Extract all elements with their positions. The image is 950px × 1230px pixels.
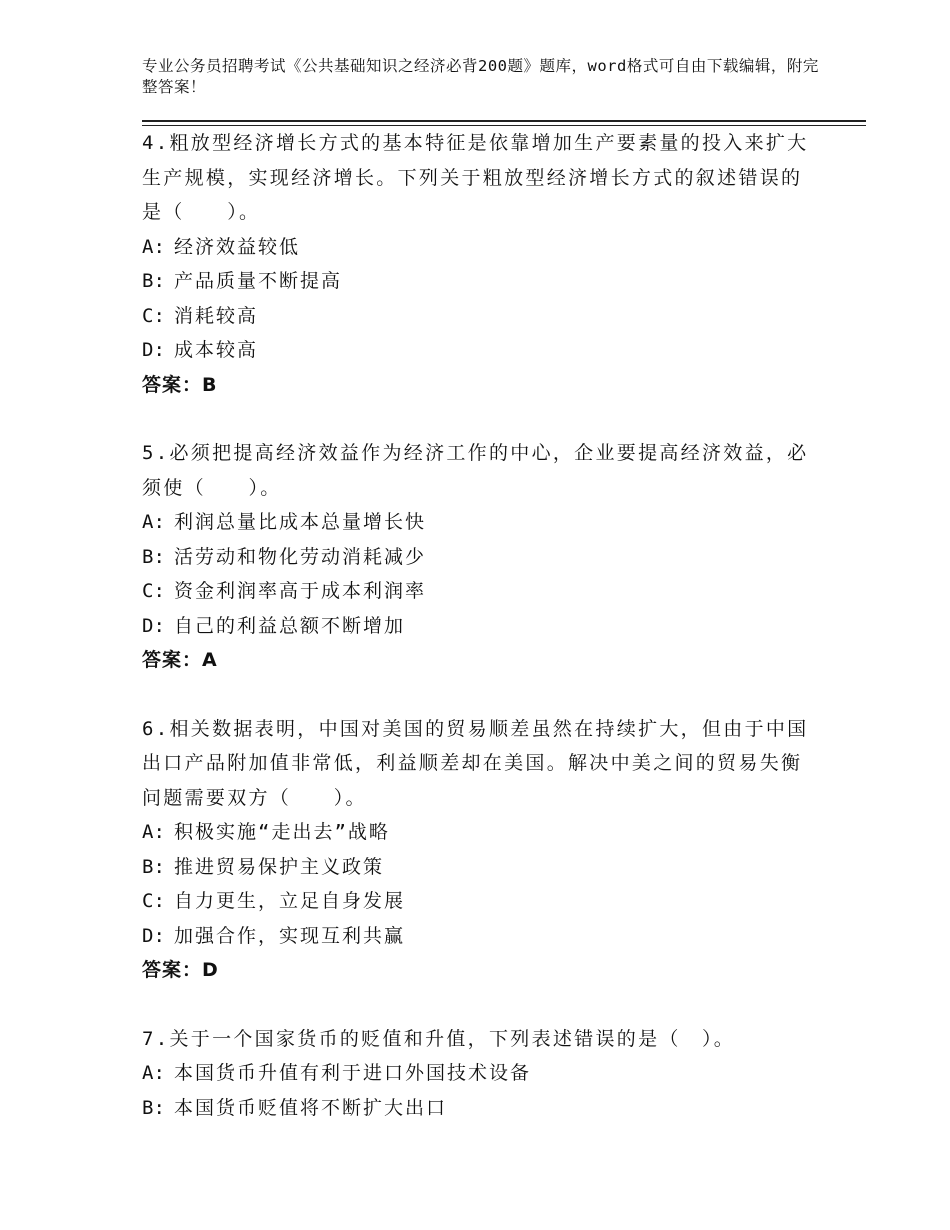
option-letter: A: bbox=[142, 511, 165, 533]
spacer bbox=[142, 402, 822, 436]
option-letter: C: bbox=[142, 580, 165, 602]
question-stem: 7.关于一个国家货币的贬值和升值，下列表述错误的是（ ）。 bbox=[142, 1027, 736, 1050]
header-rule-thick bbox=[142, 120, 866, 122]
option-letter: D: bbox=[142, 614, 165, 637]
option-letter: A: bbox=[142, 1062, 165, 1084]
option-text: 自力更生，立足自身发展 bbox=[174, 890, 406, 912]
question-5 bbox=[142, 436, 822, 678]
option-a bbox=[142, 815, 822, 850]
option-c bbox=[142, 299, 822, 334]
option-text: 经济效益较低 bbox=[174, 235, 301, 258]
option-c bbox=[142, 884, 822, 919]
option-text: 本国货币升值有利于进口外国技术设备 bbox=[174, 1062, 532, 1084]
document-header: 专业公务员招聘考试《公共基础知识之经济必背200题》题库，word格式可自由下载编辑，附完整答案！ bbox=[142, 57, 819, 96]
question-stem: 4.粗放型经济增长方式的基本特征是依靠增加生产要素量的投入来扩大生产规模，实现经济增长。下列关于粗放型经济增长方式的叙述错误的是（ ）。 bbox=[142, 132, 809, 223]
question-stem: 5.必须把提高经济效益作为经济工作的中心，企业要提高经济效益，必须使（ ）。 bbox=[142, 442, 809, 499]
option-a bbox=[142, 505, 822, 540]
option-text: 积极实施“走出去”战略 bbox=[174, 821, 390, 843]
option-text: 推进贸易保护主义政策 bbox=[174, 855, 385, 878]
option-letter: C: bbox=[142, 304, 165, 327]
option-letter: B: bbox=[142, 545, 165, 568]
option-text: 自己的利益总额不断增加 bbox=[174, 614, 406, 637]
option-b bbox=[142, 540, 822, 575]
option-text: 加强合作，实现互利共赢 bbox=[174, 924, 406, 947]
option-text: 消耗较高 bbox=[174, 304, 259, 327]
question-4 bbox=[142, 126, 822, 402]
option-letter: B: bbox=[142, 855, 165, 878]
option-letter: C: bbox=[142, 890, 165, 912]
option-d bbox=[142, 919, 822, 954]
question-7 bbox=[142, 1022, 822, 1126]
option-b bbox=[142, 264, 822, 299]
option-text: 活劳动和物化劳动消耗减少 bbox=[174, 545, 427, 568]
option-letter: A: bbox=[142, 821, 165, 843]
option-c bbox=[142, 574, 822, 609]
spacer bbox=[142, 678, 822, 712]
option-letter: D: bbox=[142, 339, 165, 361]
option-text: 利润总量比成本总量增长快 bbox=[174, 511, 427, 533]
option-b bbox=[142, 1091, 822, 1126]
option-a bbox=[142, 230, 822, 265]
option-text: 资金利润率高于成本利润率 bbox=[174, 580, 427, 602]
option-text: 本国货币贬值将不断扩大出口 bbox=[174, 1096, 448, 1119]
option-letter: D: bbox=[142, 924, 165, 947]
option-b bbox=[142, 850, 822, 885]
answer-label: 答案：B bbox=[142, 373, 218, 396]
option-text: 成本较高 bbox=[174, 339, 259, 361]
answer-label: 答案：A bbox=[142, 649, 218, 671]
option-d bbox=[142, 333, 822, 368]
answer-label: 答案：D bbox=[142, 959, 219, 981]
question-list bbox=[142, 126, 822, 1125]
question-6 bbox=[142, 712, 822, 988]
option-letter: B: bbox=[142, 270, 165, 292]
question-stem: 6.相关数据表明，中国对美国的贸易顺差虽然在持续扩大，但由于中国出口产品附加值非常低，利益顺差却在美国。解决中美之间的贸易失衡问题需要双方（ ）。 bbox=[142, 717, 809, 809]
option-d bbox=[142, 609, 822, 644]
option-a bbox=[142, 1056, 822, 1091]
spacer bbox=[142, 988, 822, 1022]
option-letter: B: bbox=[142, 1096, 165, 1119]
option-text: 产品质量不断提高 bbox=[174, 270, 343, 292]
option-letter: A: bbox=[142, 235, 165, 258]
